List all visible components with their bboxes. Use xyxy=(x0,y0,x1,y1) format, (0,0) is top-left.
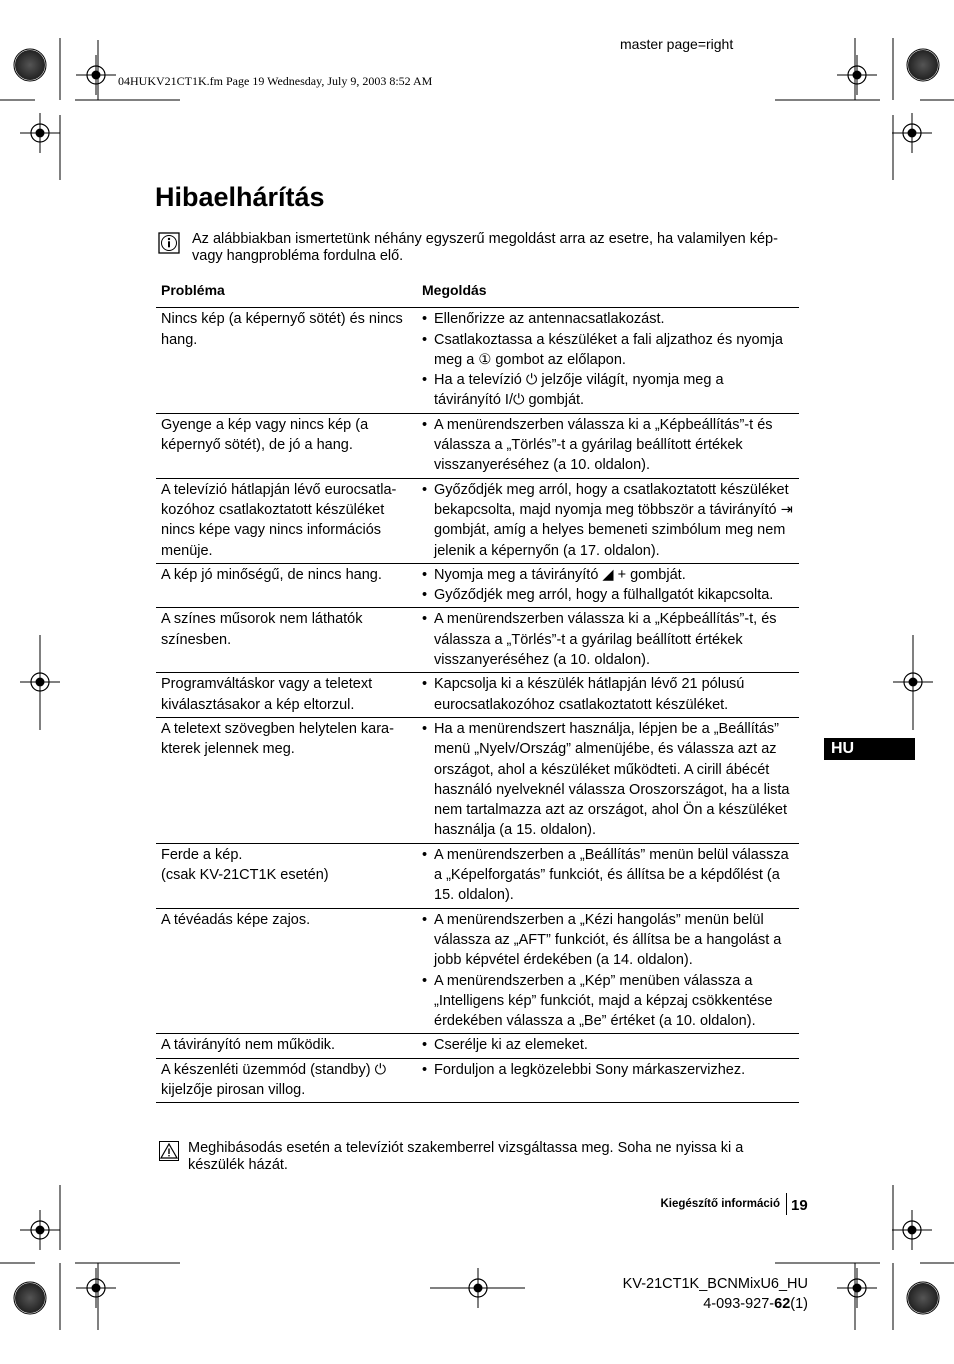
info-icon xyxy=(158,232,180,254)
table-header-row xyxy=(156,278,799,308)
problem-cell xyxy=(156,908,417,1034)
problem-text: A kép jó minőségű, de nincs hang. xyxy=(161,566,382,583)
solution-item: • Nyomja meg a távirányító ◢ + gombját. xyxy=(422,565,794,585)
solution-list xyxy=(422,719,794,841)
solution-cell xyxy=(417,1058,799,1103)
problem-text: A távirányító nem működik. xyxy=(161,1037,336,1054)
solution-item: • Ellenőrizze az antennacsatlakozást. xyxy=(422,309,794,329)
problem-cell xyxy=(156,563,417,608)
troubleshooting-table xyxy=(156,278,799,1103)
problem-text: A készenléti üzemmód (standby) ⏻ kijelzője pirosan villog. xyxy=(161,1061,387,1098)
problem-text: Programváltáskor vagy a teletext kiválasztásakor a kép eltorzul. xyxy=(161,676,373,713)
table-row xyxy=(156,673,799,718)
problem-cell xyxy=(156,308,417,413)
registration-mark xyxy=(837,1268,877,1308)
solution-cell xyxy=(417,478,799,563)
problem-text: Nincs kép (a képernyő sötét) és nincs hang. xyxy=(161,311,403,348)
problem-cell xyxy=(156,478,417,563)
table-row xyxy=(156,478,799,563)
footer-divider xyxy=(786,1193,787,1215)
document-code-prefix: 4-093-927- xyxy=(703,1296,775,1312)
solution-cell xyxy=(417,908,799,1034)
solution-list xyxy=(422,480,794,561)
solution-list xyxy=(422,1035,794,1055)
registration-mark xyxy=(76,1268,116,1308)
solution-item: • Ha a menürendszert használja, lépjen be a „Beállítás” menü „Nyelv/Ország” almenüjébe, és válassza azt az országot, ahol a készüléket működteti. A cirill ábécét használó nyelveknél válassza Oroszországot, ha a lista nem tartalmazza azt az országot, ahol Ön a készüléket használja (a 15. oldalon). xyxy=(422,719,794,841)
solution-cell xyxy=(417,673,799,718)
solution-list xyxy=(422,309,794,410)
intro-note: Az alábbiakban ismertetünk néhány egyszerű megoldást arra az esetre, ha valamilyen kép- vagy hangprobléma fordulna elő. xyxy=(192,231,778,264)
solution-list xyxy=(422,565,794,606)
solution-list xyxy=(422,845,794,906)
registration-mark xyxy=(76,55,116,95)
solution-cell xyxy=(417,843,799,908)
problem-text: Ferde a kép. xyxy=(161,846,243,863)
problem-cell xyxy=(156,843,417,908)
solution-item: • A menürendszerben válassza ki a „Képbeállítás”-t, és válassza a „Törlés”-t a gyárilag beállított értékek visszanyeréséhez (a 10. oldalon). xyxy=(422,609,794,670)
problem-text: (csak KV-21CT1K esetén) xyxy=(161,867,329,884)
document-code xyxy=(560,1296,808,1312)
solution-cell xyxy=(417,563,799,608)
solution-list xyxy=(422,674,794,715)
solution-item: • Cserélje ki az elemeket. xyxy=(422,1035,794,1055)
page-title: Hibaelhárítás xyxy=(155,182,325,212)
language-tab: HU xyxy=(824,738,915,760)
problem-cell xyxy=(156,1058,417,1103)
solution-cell xyxy=(417,308,799,413)
problem-text: Gyenge a kép vagy nincs kép (a képernyő sötét), de jó a hang. xyxy=(161,416,369,454)
problem-cell xyxy=(156,673,417,718)
solution-column-header: Megoldás xyxy=(417,278,799,308)
problem-text: A teletext szövegben helytelen kara- kterek jelennek meg. xyxy=(161,720,394,758)
solution-cell xyxy=(417,717,799,843)
solution-item: • A menürendszerben a „Kép” menüben válassza a „Intelligens kép” funkciót, majd a képzaj csökkentése érdekében válassza a „Be” értéket (a 10. oldalon). xyxy=(422,971,794,1032)
table-row xyxy=(156,413,799,478)
problem-text: A tévéadás képe zajos. xyxy=(161,911,311,928)
problem-text: A színes műsorok nem láthatók színesben. xyxy=(161,611,363,648)
solution-item: • Győződjék meg arról, hogy a fülhallgatót kikapcsolta. xyxy=(422,585,794,605)
registration-mark xyxy=(892,1210,932,1250)
registration-mark xyxy=(20,113,60,153)
problem-cell xyxy=(156,717,417,843)
solution-cell xyxy=(417,413,799,478)
section-name: Kiegészítő információ xyxy=(660,1198,780,1210)
table-row xyxy=(156,563,799,608)
table-row xyxy=(156,308,799,413)
star-target-mark xyxy=(907,49,939,81)
solution-cell xyxy=(417,608,799,673)
solution-item: • Csatlakoztassa a készüléket a fali aljzathoz és nyomja meg a ① gombot az előlapon. xyxy=(422,330,794,371)
solution-list xyxy=(422,609,794,670)
solution-item: • Ha a televízió ⏻ jelzője világít, nyomja meg a távirányító I/⏻ gombját. xyxy=(422,370,794,411)
problem-cell xyxy=(156,608,417,673)
document-code-bold: 62 xyxy=(774,1296,791,1312)
problem-cell xyxy=(156,413,417,478)
table-row xyxy=(156,1058,799,1103)
page-number: 19 xyxy=(791,1197,808,1214)
master-page-label: master page=right xyxy=(620,36,734,52)
solution-list xyxy=(422,1060,794,1080)
problem-column-header: Probléma xyxy=(156,278,417,308)
solution-list xyxy=(422,910,794,1032)
file-info-header: 04HUKV21CT1K.fm Page 19 Wednesday, July 9, 2003 8:52 AM xyxy=(118,74,433,88)
table-row xyxy=(156,843,799,908)
solution-item: • A menürendszerben a „Kézi hangolás” menün belül válassza az „AFT” funkciót, és állítsa be a hangolást a jobb képvétel érdekében (a 14. oldalon). xyxy=(422,910,794,971)
document-code-suffix: (1) xyxy=(790,1296,808,1312)
solution-cell xyxy=(417,1034,799,1058)
table-row xyxy=(156,1034,799,1058)
warning-note: Meghibásodás esetén a televíziót szakemberrel vizsgáltassa meg. Soha ne nyissa ki a készülék házát. xyxy=(188,1140,744,1173)
solution-item: • A menürendszerben a „Beállítás” menün belül válassza a „Képelforgatás” funkciót, és állítsa be a képdőlést (a 15. oldalon). xyxy=(422,845,794,906)
table-row xyxy=(156,608,799,673)
registration-mark xyxy=(892,113,932,153)
solution-item: • Kapcsolja ki a készülék hátlapján lévő 21 pólusú eurocsatlakozóhoz csatlakoztatott készüléket. xyxy=(422,674,794,715)
solution-list xyxy=(422,415,794,476)
warning-triangle-icon xyxy=(159,1141,179,1161)
problem-text: A televízió hátlapján lévő eurocsatla- kozóhoz csatlakoztatott készüléket nincs képe vagy nincs információs menüje. xyxy=(161,481,397,559)
problem-cell xyxy=(156,1034,417,1058)
table-row xyxy=(156,717,799,843)
star-target-mark xyxy=(907,1282,939,1314)
table-row xyxy=(156,908,799,1034)
solution-item: • A menürendszerben válassza ki a „Képbeállítás”-t és válassza a „Törlés”-t a gyárilag beállított értékek visszanyeréséhez (a 10. oldalon). xyxy=(422,415,794,476)
star-target-mark xyxy=(14,49,46,81)
registration-mark xyxy=(20,1210,60,1250)
registration-mark xyxy=(837,55,877,95)
solution-item: • Győződjék meg arról, hogy a csatlakoztatott készüléket bekapcsolta, majd nyomja meg többször a távirányító ⇥ gombját, amíg a helyes bemeneti szimbólum meg nem jelenik a képernyőn (a 17. oldalon). xyxy=(422,480,794,561)
model-code: KV-21CT1K_BCNMixU6_HU xyxy=(622,1276,808,1292)
star-target-mark xyxy=(14,1282,46,1314)
solution-item: • Forduljon a legközelebbi Sony márkaszervizhez. xyxy=(422,1060,794,1080)
